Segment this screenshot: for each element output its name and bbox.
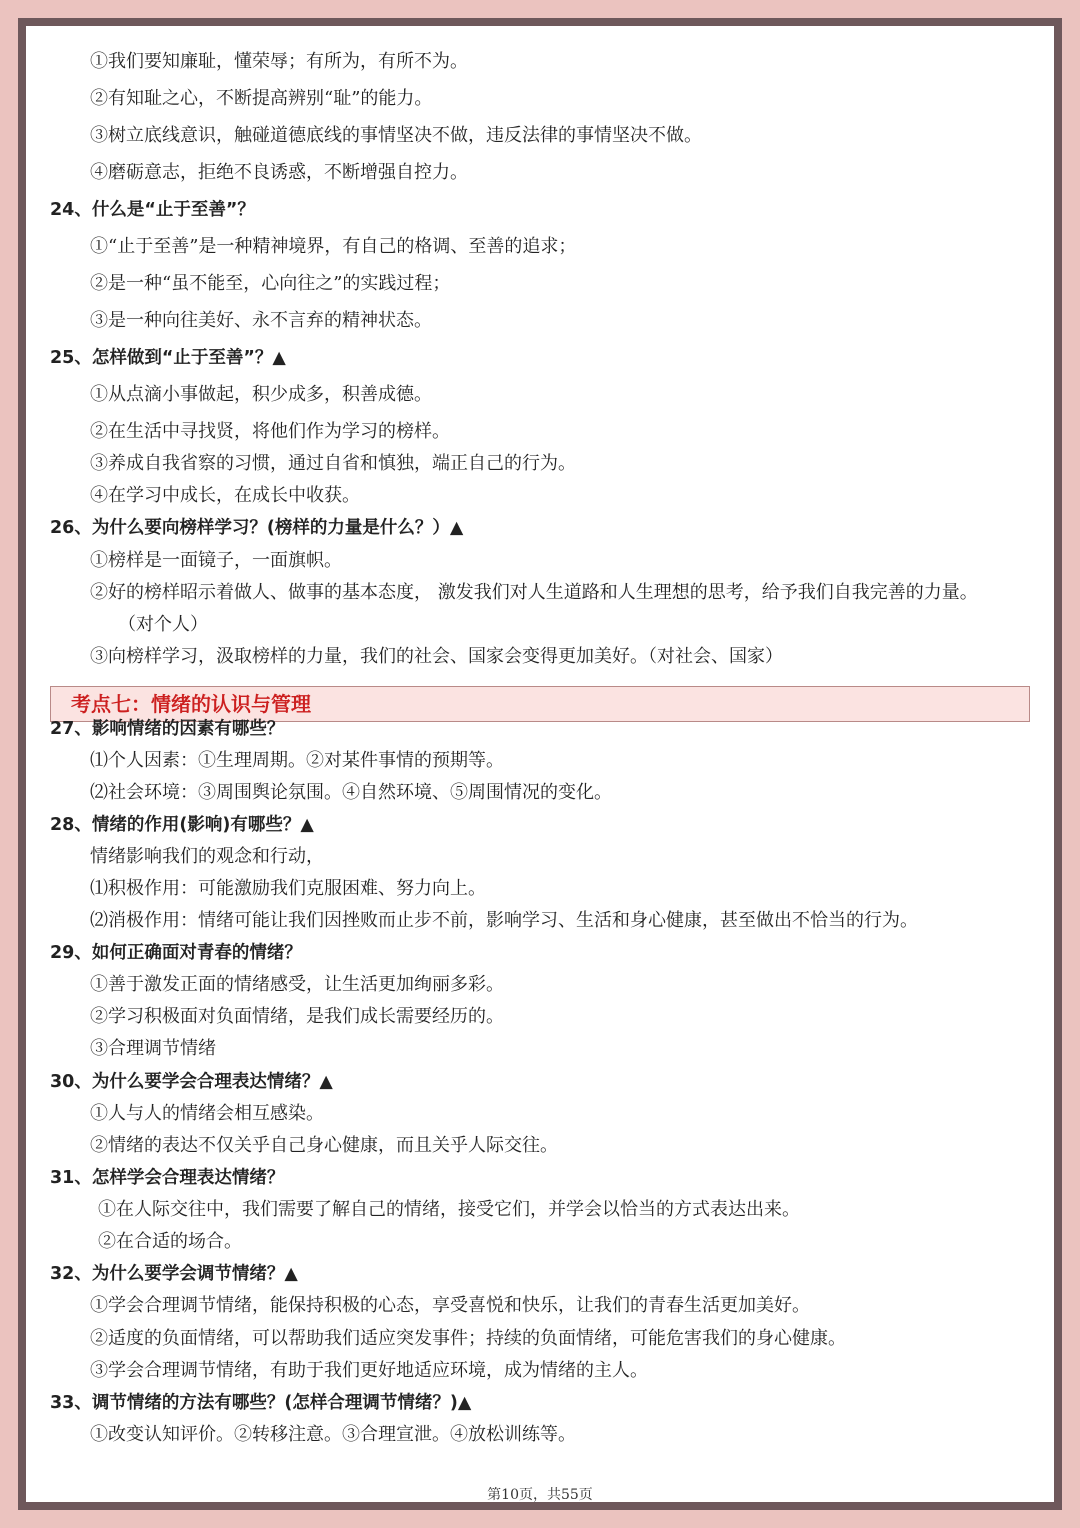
question-heading: 26、为什么要向榜样学习？(榜样的力量是什么？）▲	[50, 518, 464, 538]
document-page	[26, 26, 1054, 1502]
question-heading: 33、调节情绪的方法有哪些？(怎样合理调节情绪？)▲	[50, 1393, 472, 1413]
answer-line: ③是一种向往美好、永不言弃的精神状态。	[90, 310, 432, 331]
answer-line: ②在合适的场合。	[98, 1231, 242, 1252]
question-heading: 29、如何正确面对青春的情绪？	[50, 943, 302, 963]
answer-line: ④磨砺意志，拒绝不良诱惑，不断增强自控力。	[90, 162, 468, 183]
question-heading: 32、为什么要学会调节情绪？▲	[50, 1264, 298, 1284]
answer-line: ③向榜样学习，汲取榜样的力量，我们的社会、国家会变得更加美好。（对社会、国家）	[90, 646, 783, 667]
question-heading: 28、情绪的作用(影响)有哪些？▲	[50, 815, 314, 835]
answer-line: ③树立底线意识，触碰道德底线的事情坚决不做，违反法律的事情坚决不做。	[90, 125, 702, 146]
answer-line: ④在学习中成长，在成长中收获。	[90, 485, 360, 506]
answer-line: ①我们要知廉耻，懂荣辱；有所为，有所不为。	[90, 51, 468, 72]
answer-line: ①善于激发正面的情绪感受，让生活更加绚丽多彩。	[90, 974, 504, 995]
question-heading: 30、为什么要学会合理表达情绪？▲	[50, 1072, 333, 1092]
question-heading: 27、影响情绪的因素有哪些？	[50, 719, 285, 739]
answer-line: ②情绪的表达不仅关乎自己身心健康，而且关乎人际交往。	[90, 1135, 558, 1156]
section-title: 考点七：情绪的认识与管理	[71, 692, 311, 716]
answer-line: ②适度的负面情绪，可以帮助我们适应突发事件；持续的负面情绪，可能危害我们的身心健康。	[90, 1328, 846, 1349]
answer-line: ①在人际交往中，我们需要了解自己的情绪，接受它们，并学会以恰当的方式表达出来。	[98, 1199, 800, 1220]
answer-line: 情绪影响我们的观念和行动，	[90, 846, 324, 867]
answer-line: （对个人）	[118, 614, 208, 635]
question-heading: 24、什么是“止于至善”？	[50, 200, 255, 220]
page-footer: 第10页，共55页	[487, 1487, 593, 1503]
answer-line: ⑴个人因素：①生理周期。②对某件事情的预期等。	[90, 750, 504, 771]
answer-line: ②学习积极面对负面情绪，是我们成长需要经历的。	[90, 1006, 504, 1027]
answer-line: ③合理调节情绪	[90, 1038, 216, 1059]
answer-line: ①改变认知评价。②转移注意。③合理宣泄。④放松训练等。	[90, 1424, 576, 1445]
answer-line: ⑵消极作用：情绪可能让我们因挫败而止步不前，影响学习、生活和身心健康，甚至做出不恰当的行为。	[90, 910, 918, 931]
question-heading: 31、怎样学会合理表达情绪？	[50, 1168, 285, 1188]
answer-line: ②好的榜样昭示着做人、做事的基本态度， 激发我们对人生道路和人生理想的思考，给予我们自我完善的力量。	[90, 582, 978, 603]
answer-line: ①学会合理调节情绪，能保持积极的心态，享受喜悦和快乐，让我们的青春生活更加美好。	[90, 1295, 810, 1316]
answer-line: ①“止于至善”是一种精神境界，有自己的格调、至善的追求；	[90, 236, 577, 257]
answer-line: ③学会合理调节情绪，有助于我们更好地适应环境，成为情绪的主人。	[90, 1360, 648, 1381]
answer-line: ⑵社会环境：③周围舆论氛围。④自然环境、⑤周围情况的变化。	[90, 782, 612, 803]
page-frame	[18, 18, 1062, 1510]
answer-line: ①人与人的情绪会相互感染。	[90, 1103, 324, 1124]
answer-line: ②在生活中寻找贤，将他们作为学习的榜样。	[90, 421, 450, 442]
answer-line: ⑴积极作用：可能激励我们克服困难、努力向上。	[90, 878, 486, 899]
answer-line: ③养成自我省察的习惯，通过自省和慎独，端正自己的行为。	[90, 453, 576, 474]
question-heading: 25、怎样做到“止于至善”？▲	[50, 348, 286, 368]
answer-line: ①从点滴小事做起，积少成多，积善成德。	[90, 384, 432, 405]
answer-line: ②有知耻之心，不断提高辨别“耻”的能力。	[90, 88, 433, 109]
answer-line: ①榜样是一面镜子，一面旗帜。	[90, 550, 342, 571]
answer-line: ②是一种“虽不能至，心向往之”的实践过程；	[90, 273, 451, 294]
